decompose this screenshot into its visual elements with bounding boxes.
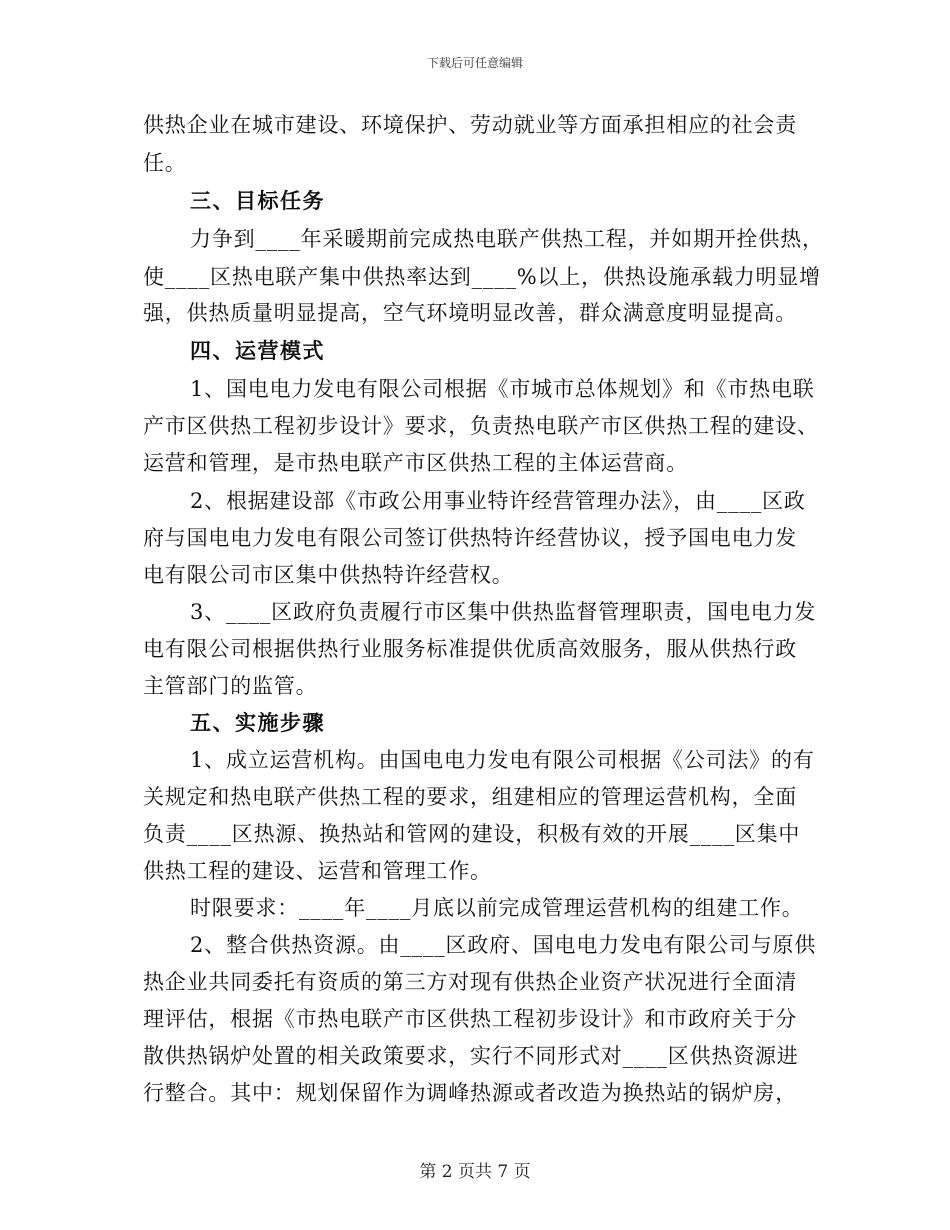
paragraph-line: 使____区热电联产集中供热率达到____%以上，供热设施承载力明显增 — [143, 265, 821, 289]
paragraph-line: 热企业共同委托有资质的第三方对现有供热企业资产状况进行全面清 — [143, 970, 797, 994]
section-heading: 三、目标任务 — [190, 189, 325, 213]
paragraph-line: 理评估，根据《市热电联产市区供热工程初步设计》和市政府关于分 — [143, 1007, 797, 1031]
section-heading: 四、运营模式 — [190, 339, 325, 363]
paragraph-line: 供热企业在城市建设、环境保护、劳动就业等方面承担相应的社会责 — [143, 113, 797, 137]
paragraph-line: 供热工程的建设、运营和管理工作。 — [143, 859, 492, 883]
paragraph-line: 强，供热质量明显提高，空气环境明显改善，群众满意度明显提高。 — [143, 301, 797, 325]
paragraph-line: 3、____区政府负责履行市区集中供热监督管理职责，国电电力发 — [190, 600, 817, 624]
paragraph-line: 力争到____年采暖期前完成热电联产供热工程，并如期开拴供热， — [190, 227, 824, 251]
paragraph-line: 主管部门的监管。 — [143, 674, 318, 698]
paragraph-line: 电有限公司市区集中供热特许经营权。 — [143, 563, 514, 587]
paragraph-line: 电有限公司根据供热行业服务标准提供优质高效服务，服从供热行政 — [143, 637, 797, 661]
page-number-footer: 第 2 页共 7 页 — [419, 1162, 531, 1182]
paragraph-line: 时限要求：____年____月底以前完成管理运营机构的组建工作。 — [190, 896, 804, 920]
paragraph-line: 运营和管理，是市热电联产市区供热工程的主体运营商。 — [143, 451, 688, 475]
paragraph-line: 任。 — [143, 151, 187, 175]
header-note: 下载后可任意编辑 — [426, 56, 523, 70]
paragraph-line: 2、整合供热资源。由____区政府、国电电力发电有限公司与原供 — [190, 933, 817, 957]
paragraph-line: 行整合。其中：规划保留作为调峰热源或者改造为换热站的锅炉房， — [143, 1081, 797, 1105]
paragraph-line: 府与国电电力发电有限公司签订供热特许经营协议，授予国电电力发 — [143, 526, 797, 550]
paragraph-line: 负责____区热源、换热站和管网的建设，积极有效的开展____区集中 — [143, 822, 801, 846]
paragraph-line: 2、根据建设部《市政公用事业特许经营管理办法》，由____区政 — [190, 489, 806, 513]
paragraph-line: 1、国电电力发电有限公司根据《市城市总体规划》和《市热电联 — [190, 377, 815, 401]
paragraph-line: 产市区供热工程初步设计》要求，负责热电联产市区供热工程的建设、 — [143, 414, 819, 438]
paragraph-line: 1、成立运营机构。由国电电力发电有限公司根据《公司法》的有 — [190, 748, 815, 772]
paragraph-line: 关规定和热电联产供热工程的要求，组建相应的管理运营机构，全面 — [143, 785, 797, 809]
paragraph-line: 散供热锅炉处置的相关政策要求，实行不同形式对____区供热资源进 — [143, 1044, 799, 1068]
section-heading: 五、实施步骤 — [190, 711, 325, 735]
